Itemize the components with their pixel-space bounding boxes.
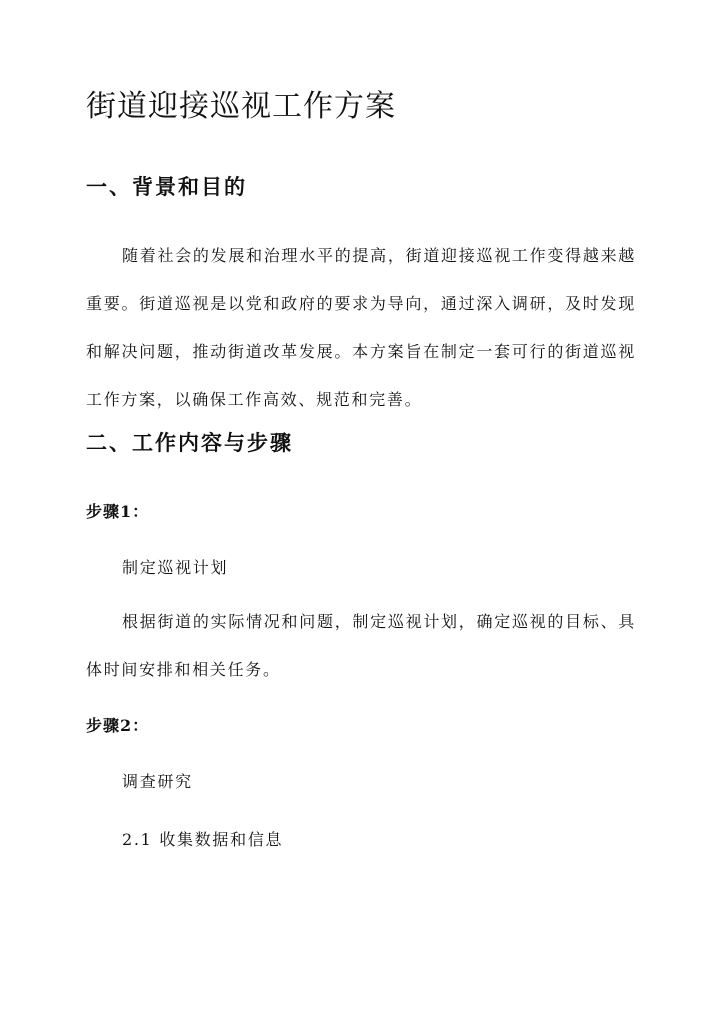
step-1-label: 步骤1： bbox=[86, 502, 150, 521]
step-2-subtitle: 调查研究 bbox=[122, 772, 193, 791]
document-title: 街道迎接巡视工作方案 bbox=[86, 89, 396, 124]
step-2-item-2-1: 2.1 收集数据和信息 bbox=[122, 830, 284, 849]
step-1-subtitle: 制定巡视计划 bbox=[122, 558, 229, 577]
section-heading-content-steps: 二、工作内容与步骤 bbox=[86, 430, 293, 455]
step-2-label: 步骤2： bbox=[86, 716, 150, 735]
step-1-paragraph-text: 根据街道的实际情况和问题，制定巡视计划，确定巡视的目标、具体时间安排和相关任务。 bbox=[86, 612, 636, 679]
section-heading-background: 一、背景和目的 bbox=[86, 174, 247, 199]
step-1-paragraph bbox=[86, 598, 636, 694]
background-paragraph-text: 随着社会的发展和治理水平的提高，街道迎接巡视工作变得越来越重要。街道巡视是以党和政府的要求为导向，通过深入调研，及时发现和解决问题，推动街道改革发展。本方案旨在制定一套可行的街道巡视工作方案，以确保工作高效、规范和完善。 bbox=[86, 246, 636, 409]
background-paragraph bbox=[86, 232, 636, 424]
